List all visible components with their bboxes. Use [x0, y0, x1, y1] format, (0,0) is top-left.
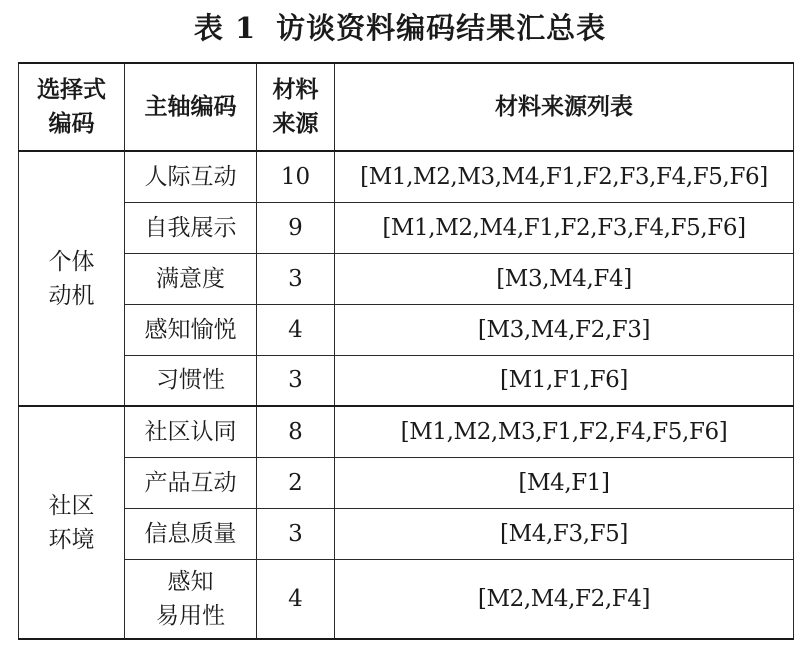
source-list-cell: [M1,F1,F6]	[335, 355, 794, 406]
source-count-cell: 2	[257, 457, 335, 508]
source-list-cell: [M4,F3,F5]	[335, 508, 794, 559]
axial-code-line: 易用性	[156, 602, 225, 629]
table-row	[19, 304, 794, 355]
table-row	[19, 457, 794, 508]
source-list-cell: [M3,M4,F4]	[335, 253, 794, 304]
table-title	[0, 6, 800, 47]
group-label-line: 个体	[48, 248, 95, 275]
axial-code-cell: 信息质量	[125, 508, 257, 559]
source-list-cell: [M3,M4,F2,F3]	[335, 304, 794, 355]
source-count-cell: 3	[257, 508, 335, 559]
table-row	[19, 508, 794, 559]
axial-code-cell: 自我展示	[125, 202, 257, 253]
group-label-line: 动机	[48, 282, 95, 309]
axial-code-cell: 满意度	[125, 253, 257, 304]
header-material-sources-line-2: 来源	[272, 111, 319, 137]
source-list-cell: [M1,M2,M3,M4,F1,F2,F3,F4,F5,F6]	[335, 151, 794, 202]
source-count-cell: 8	[257, 406, 335, 457]
source-count-cell: 3	[257, 355, 335, 406]
header-source-list: 材料来源列表	[335, 63, 794, 151]
table-row	[19, 355, 794, 406]
source-count-cell: 4	[257, 559, 335, 639]
group-label-individual-motivation	[19, 151, 125, 406]
table-row	[19, 151, 794, 202]
header-material-sources-line-1: 材料	[272, 77, 319, 103]
axial-code-cell: 感知愉悦	[125, 304, 257, 355]
source-count-cell: 10	[257, 151, 335, 202]
source-count-cell: 4	[257, 304, 335, 355]
table-number: 表 1	[193, 11, 257, 45]
axial-code-cell: 产品互动	[125, 457, 257, 508]
source-list-cell: [M4,F1]	[335, 457, 794, 508]
table-row	[19, 253, 794, 304]
header-axial-coding: 主轴编码	[125, 63, 257, 151]
header-row	[19, 63, 794, 151]
source-count-cell: 9	[257, 202, 335, 253]
group-label-community-environment	[19, 406, 125, 639]
source-list-cell: [M2,M4,F2,F4]	[335, 559, 794, 639]
coding-results-table	[18, 62, 794, 640]
group-label-line: 社区	[48, 492, 95, 519]
header-selective-coding-line-2: 编码	[48, 111, 95, 137]
table-row	[19, 406, 794, 457]
header-material-sources	[257, 63, 335, 151]
table-row	[19, 559, 794, 639]
table-title-text: 访谈资料编码结果汇总表	[276, 11, 607, 45]
source-list-cell: [M1,M2,M4,F1,F2,F3,F4,F5,F6]	[335, 202, 794, 253]
table-row	[19, 202, 794, 253]
axial-code-cell: 社区认同	[125, 406, 257, 457]
axial-code-cell	[125, 559, 257, 639]
axial-code-cell: 习惯性	[125, 355, 257, 406]
group-label-line: 环境	[48, 526, 95, 553]
source-list-cell: [M1,M2,M3,F1,F2,F4,F5,F6]	[335, 406, 794, 457]
axial-code-cell: 人际互动	[125, 151, 257, 202]
source-count-cell: 3	[257, 253, 335, 304]
header-selective-coding	[19, 63, 125, 151]
axial-code-line: 感知	[167, 568, 214, 595]
header-selective-coding-line-1: 选择式	[37, 77, 106, 103]
